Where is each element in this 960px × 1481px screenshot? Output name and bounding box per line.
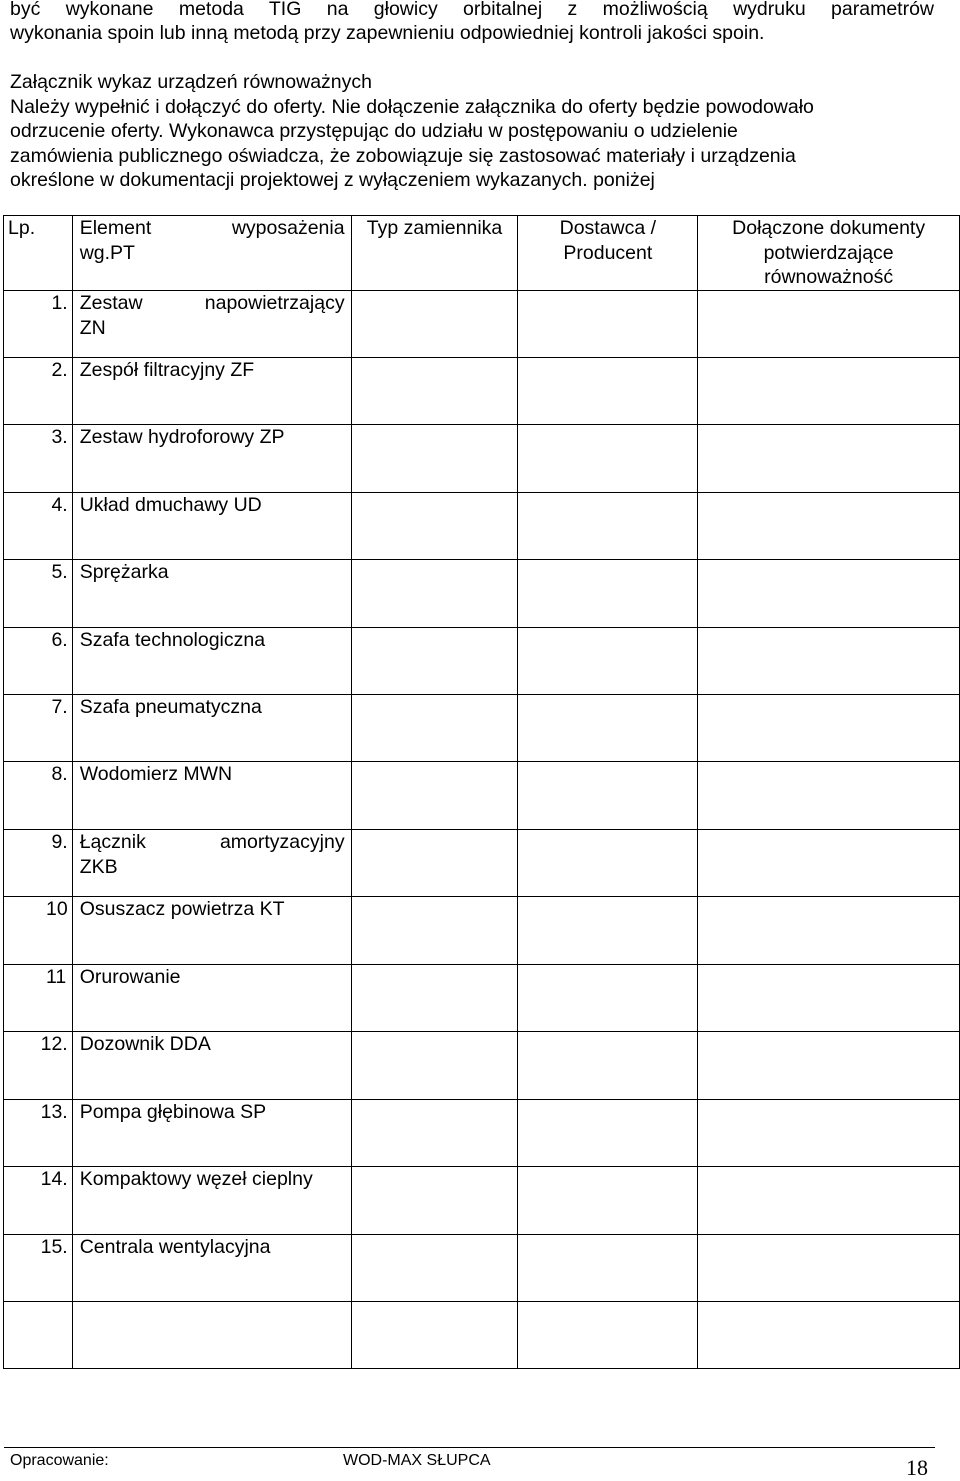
row-dokumenty-cell[interactable] — [698, 1100, 960, 1167]
table-row — [4, 425, 960, 493]
header-dokumenty-c: równoważność — [764, 266, 894, 288]
row-element: Szafa technologiczna — [72, 628, 351, 695]
row-element: Pompa głębinowa SP — [72, 1100, 351, 1167]
row-dokumenty-cell[interactable] — [698, 965, 960, 1032]
row-lp: 3. — [4, 425, 73, 493]
table-row — [4, 1302, 960, 1369]
row-dokumenty-cell[interactable] — [698, 493, 960, 560]
row-typ-cell[interactable] — [351, 830, 518, 897]
row-typ-cell[interactable] — [351, 1100, 518, 1167]
row-dostawca-cell[interactable] — [518, 695, 698, 762]
row-element-a: Zestaw — [79, 292, 143, 314]
row-dostawca-cell[interactable] — [518, 1167, 698, 1235]
row-element: Dozownik DDA — [72, 1032, 351, 1100]
row-element-c: ZKB — [79, 855, 118, 878]
row-lp: 9. — [4, 830, 73, 897]
row-lp: 11 — [4, 965, 73, 1032]
row-dokumenty-cell[interactable] — [698, 628, 960, 695]
row-dostawca-cell[interactable] — [518, 830, 698, 897]
table-row — [4, 493, 960, 560]
row-typ-cell[interactable] — [351, 1032, 518, 1100]
row-dostawca-cell[interactable] — [518, 358, 698, 425]
table-row — [4, 897, 960, 965]
annex-line-2: odrzucenie oferty. Wykonawca przystępując do udziału w postępowaniu o udzielenie — [10, 120, 738, 142]
equivalents-table — [3, 215, 960, 1369]
row-element — [72, 830, 351, 897]
row-dostawca-cell[interactable] — [518, 425, 698, 493]
row-lp: 15. — [4, 1235, 73, 1302]
row-element: Sprężarka — [72, 560, 351, 628]
row-dokumenty-cell[interactable] — [698, 560, 960, 628]
row-lp: 6. — [4, 628, 73, 695]
row-element: Wodomierz MWN — [72, 762, 351, 830]
row-lp: 8. — [4, 762, 73, 830]
header-element-b: wyposażenia — [231, 217, 345, 239]
row-element: Szafa pneumatyczna — [72, 695, 351, 762]
table-row — [4, 965, 960, 1032]
intro-line-1: być wykonane metoda TIG na głowicy orbitalnej z możliwością wydruku parametrów — [10, 0, 934, 20]
header-dostawca — [518, 216, 698, 291]
row-lp: 13. — [4, 1100, 73, 1167]
row-dostawca-cell[interactable] — [518, 1302, 698, 1369]
table-row — [4, 830, 960, 897]
row-element: Zespół filtracyjny ZF — [72, 358, 351, 425]
header-dokumenty — [698, 216, 960, 291]
row-dokumenty-cell[interactable] — [698, 830, 960, 897]
row-dostawca-cell[interactable] — [518, 291, 698, 358]
annex-title: Załącznik wykaz urządzeń równoważnych — [10, 71, 372, 93]
annex-line-1: Należy wypełnić i dołączyć do oferty. Nie dołączenie załącznika do oferty będzie powodowało — [10, 96, 814, 118]
row-dokumenty-cell[interactable] — [698, 762, 960, 830]
row-typ-cell[interactable] — [351, 1167, 518, 1235]
row-element-c: ZN — [79, 316, 106, 339]
table-row — [4, 358, 960, 425]
row-typ-cell[interactable] — [351, 425, 518, 493]
table-row — [4, 695, 960, 762]
footer-divider — [4, 1447, 935, 1448]
footer-center: WOD-MAX SŁUPCA — [343, 1452, 491, 1469]
row-dostawca-cell[interactable] — [518, 560, 698, 628]
row-lp: 1. — [4, 291, 73, 358]
row-dostawca-cell[interactable] — [518, 965, 698, 1032]
row-typ-cell[interactable] — [351, 358, 518, 425]
header-dostawca-b: Producent — [563, 241, 653, 264]
table-row — [4, 291, 960, 358]
row-lp: 2. — [4, 358, 73, 425]
row-typ-cell[interactable] — [351, 493, 518, 560]
row-element: Orurowanie — [72, 965, 351, 1032]
table-row — [4, 1032, 960, 1100]
row-dostawca-cell[interactable] — [518, 762, 698, 830]
row-typ-cell[interactable] — [351, 560, 518, 628]
annex-line-4: określone w dokumentacji projektowej z wyłączeniem wykazanych. poniżej — [10, 169, 655, 191]
row-dostawca-cell[interactable] — [518, 493, 698, 560]
row-lp: 4. — [4, 493, 73, 560]
header-dostawca-a: Dostawca / — [559, 217, 657, 239]
table-row — [4, 1100, 960, 1167]
row-element — [72, 291, 351, 358]
header-lp: Lp. — [4, 216, 73, 291]
row-element: Kompaktowy węzeł cieplny — [72, 1167, 351, 1235]
row-dokumenty-cell[interactable] — [698, 1235, 960, 1302]
row-typ-cell[interactable] — [351, 695, 518, 762]
row-typ-cell[interactable] — [351, 1302, 518, 1369]
table-header-row — [4, 216, 960, 291]
row-lp: 12. — [4, 1032, 73, 1100]
row-typ-cell[interactable] — [351, 897, 518, 965]
row-element-b: amortyzacyjny — [219, 831, 345, 853]
row-typ-cell[interactable] — [351, 628, 518, 695]
row-element-b: napowietrzający — [204, 292, 345, 314]
row-lp: 7. — [4, 695, 73, 762]
header-dokumenty-b: potwierdzające — [763, 241, 894, 264]
header-dokumenty-a: Dołączone dokumenty — [732, 217, 926, 239]
intro-line-2: wykonania spoin lub inną metodą przy zapewnieniu odpowiedniej kontroli jakości spoin. — [10, 22, 765, 44]
row-dostawca-cell[interactable] — [518, 1032, 698, 1100]
row-lp: 5. — [4, 560, 73, 628]
row-dokumenty-cell[interactable] — [698, 1032, 960, 1100]
header-element-a: Element — [79, 217, 152, 239]
row-dokumenty-cell[interactable] — [698, 695, 960, 762]
row-dokumenty-cell[interactable] — [698, 291, 960, 358]
table-row — [4, 628, 960, 695]
row-element: Zestaw hydroforowy ZP — [72, 425, 351, 493]
annex-line-3: zamówienia publicznego oświadcza, że zobowiązuje się zastosować materiały i urządzenia — [10, 145, 796, 167]
row-typ-cell[interactable] — [351, 762, 518, 830]
row-element: Układ dmuchawy UD — [72, 493, 351, 560]
row-lp: 14. — [4, 1167, 73, 1235]
row-element — [72, 1302, 351, 1369]
row-dostawca-cell[interactable] — [518, 628, 698, 695]
row-dokumenty-cell[interactable] — [698, 897, 960, 965]
row-dokumenty-cell[interactable] — [698, 1167, 960, 1235]
table-row — [4, 560, 960, 628]
header-element-c: wg.PT — [79, 241, 135, 264]
footer-left: Opracowanie: — [10, 1452, 109, 1469]
row-typ-cell[interactable] — [351, 1235, 518, 1302]
header-element — [72, 216, 351, 291]
table-row — [4, 1235, 960, 1302]
row-typ-cell[interactable] — [351, 965, 518, 1032]
row-lp: 10 — [4, 897, 73, 965]
row-dokumenty-cell[interactable] — [698, 425, 960, 493]
header-typ: Typ zamiennika — [351, 216, 518, 291]
row-lp — [4, 1302, 73, 1369]
page-number: 18 — [906, 1455, 928, 1480]
table-row — [4, 762, 960, 830]
row-element: Centrala wentylacyjna — [72, 1235, 351, 1302]
row-dostawca-cell[interactable] — [518, 1235, 698, 1302]
row-element: Osuszacz powietrza KT — [72, 897, 351, 965]
row-typ-cell[interactable] — [351, 291, 518, 358]
row-dostawca-cell[interactable] — [518, 897, 698, 965]
row-element-a: Łącznik — [79, 831, 146, 853]
row-dokumenty-cell[interactable] — [698, 358, 960, 425]
table-row — [4, 1167, 960, 1235]
row-dostawca-cell[interactable] — [518, 1100, 698, 1167]
row-dokumenty-cell[interactable] — [698, 1302, 960, 1369]
